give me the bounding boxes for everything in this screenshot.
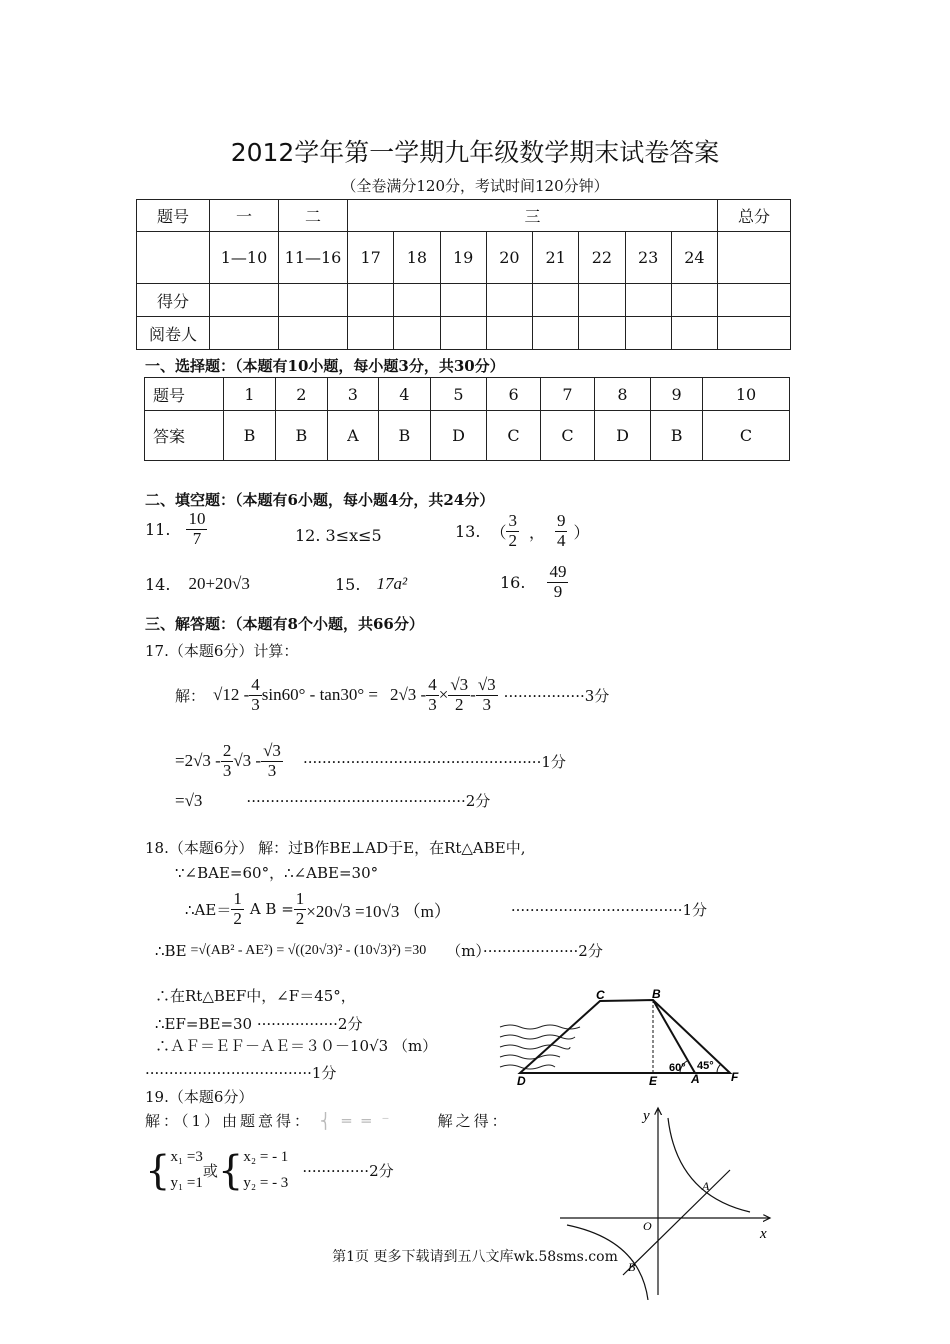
q19-title: 19.（本题6分） bbox=[145, 1088, 254, 1106]
expr: =√(AB² - AE²) = √((20√3)² - (10√3)²) =30 bbox=[190, 942, 427, 958]
system-1 bbox=[170, 1145, 202, 1196]
header-cell: 题号 bbox=[137, 200, 210, 232]
blank-cell bbox=[137, 232, 210, 284]
choice-answer: B bbox=[651, 411, 703, 461]
question-number-cell: 20 bbox=[486, 232, 532, 284]
expr: 2√3 - bbox=[389, 685, 427, 705]
row-label: 答案 bbox=[145, 411, 224, 461]
choice-number: 5 bbox=[430, 378, 486, 411]
q17-line3 bbox=[175, 790, 490, 811]
expr: √12 - bbox=[213, 685, 250, 705]
score-note: （m）····················2分 bbox=[446, 942, 603, 960]
fraction bbox=[261, 742, 283, 780]
denominator: 2 bbox=[295, 908, 305, 928]
operator: - bbox=[470, 685, 476, 705]
q19-solution bbox=[145, 1145, 394, 1196]
page-title: 2012学年第一学期九年级数学期末试卷答案 bbox=[230, 138, 720, 167]
answer-14 bbox=[145, 574, 250, 594]
header-cell: 一 bbox=[210, 200, 279, 232]
fraction bbox=[221, 742, 234, 780]
denominator: 2 bbox=[233, 908, 242, 928]
fraction bbox=[294, 890, 307, 928]
section3-heading: 三、解答题：（本题有8个小题，共66分） bbox=[145, 615, 424, 633]
brace: { bbox=[217, 1147, 244, 1194]
answer-16 bbox=[500, 563, 568, 601]
choice-number: 9 bbox=[651, 378, 703, 411]
choice-answer: B bbox=[224, 411, 276, 461]
choice-number: 10 bbox=[703, 378, 790, 411]
choice-answer: D bbox=[594, 411, 650, 461]
hyperbola-branch-1 bbox=[668, 1118, 750, 1212]
expr: ×20√3 =10√3 （m） bbox=[306, 901, 451, 921]
label-45: 45° bbox=[697, 1060, 714, 1072]
score-note: ··················································1分 bbox=[302, 752, 566, 771]
choice-answer: D bbox=[430, 411, 486, 461]
equation: x₁ =3 bbox=[170, 1149, 203, 1165]
denominator: 2 bbox=[508, 530, 517, 550]
choice-number: 1 bbox=[224, 378, 276, 411]
question-number-cell: 23 bbox=[625, 232, 671, 284]
numerator: √3 bbox=[450, 675, 469, 694]
choice-answer: A bbox=[327, 411, 378, 461]
fraction bbox=[186, 510, 207, 548]
header-cell: 二 bbox=[279, 200, 348, 232]
q17-line2 bbox=[175, 742, 566, 780]
question-range-cell: 11—16 bbox=[279, 232, 348, 284]
question-number-cell: 19 bbox=[440, 232, 486, 284]
page-subtitle: （全卷满分120分，考试时间120分钟） bbox=[341, 177, 609, 195]
fraction bbox=[231, 890, 244, 928]
label-c: C bbox=[596, 988, 605, 1002]
question-label: 15. bbox=[335, 574, 361, 594]
question-number-cell: 24 bbox=[671, 232, 717, 284]
blank-cell bbox=[718, 232, 791, 284]
numerator: 1 bbox=[295, 889, 305, 908]
system-2 bbox=[243, 1145, 288, 1196]
q19-line1 bbox=[145, 1110, 510, 1131]
numerator: 49 bbox=[549, 562, 567, 581]
label-o: O bbox=[643, 1219, 652, 1233]
brace: { bbox=[145, 1147, 171, 1194]
label-d: D bbox=[517, 1074, 526, 1088]
equation: y₂ = - 3 bbox=[243, 1174, 289, 1191]
equation: x₂ = - 1 bbox=[243, 1149, 289, 1165]
section2-heading: 二、填空题：（本题有6小题，每小题4分，共24分） bbox=[145, 491, 495, 509]
fraction bbox=[506, 512, 519, 550]
fraction bbox=[448, 676, 470, 714]
label-b: B bbox=[652, 987, 661, 1001]
expr: 解：（1）由题意得： bbox=[145, 1112, 313, 1130]
denominator: 3 bbox=[428, 694, 437, 714]
header-cell: 总分 bbox=[718, 200, 791, 232]
answer-15 bbox=[335, 574, 407, 594]
q18-line5: ∴EF=BE=30 ·················2分 bbox=[155, 1015, 363, 1033]
label-60: 60° bbox=[669, 1062, 686, 1074]
question-number-cell: 22 bbox=[579, 232, 625, 284]
choice-number: 4 bbox=[378, 378, 430, 411]
row-label: 得分 bbox=[137, 284, 210, 317]
fraction bbox=[249, 676, 262, 714]
label-a: A bbox=[691, 1072, 700, 1086]
q18-title: 18.（本题6分） 解：过B作BE⊥AD于E，在Rt△ABE中, bbox=[145, 839, 526, 857]
label-y: y bbox=[643, 1108, 650, 1124]
choice-answer: C bbox=[703, 411, 790, 461]
row-label: 阅卷人 bbox=[137, 317, 210, 350]
numerator: 1 bbox=[233, 889, 242, 908]
denominator: 2 bbox=[454, 694, 464, 714]
question-range-cell: 1—10 bbox=[210, 232, 279, 284]
denominator: 7 bbox=[192, 528, 202, 548]
label-f: F bbox=[731, 1070, 739, 1084]
denominator: 3 bbox=[222, 760, 232, 780]
fraction bbox=[426, 676, 439, 714]
question-number-cell: 21 bbox=[533, 232, 579, 284]
equation: y₁ =1 bbox=[170, 1174, 203, 1191]
denominator: 9 bbox=[553, 581, 563, 601]
answer-value: 17a² bbox=[376, 574, 408, 593]
hyperbola-figure bbox=[555, 1100, 785, 1300]
expr: =2√3 - bbox=[175, 751, 221, 771]
answer-value: 20+20√3 bbox=[188, 574, 250, 593]
question-label: 16. bbox=[500, 572, 526, 592]
numerator: 2 bbox=[222, 741, 232, 760]
fraction bbox=[476, 676, 498, 714]
row-label: 题号 bbox=[145, 378, 224, 411]
choice-number: 8 bbox=[594, 378, 650, 411]
choice-number: 3 bbox=[327, 378, 378, 411]
answer-13 bbox=[455, 512, 590, 550]
expr: ∴BE bbox=[155, 941, 187, 960]
denominator: 3 bbox=[251, 694, 260, 714]
numerator: 10 bbox=[188, 509, 206, 528]
paren: ） bbox=[573, 522, 590, 542]
numerator: 4 bbox=[428, 675, 437, 694]
operator: × bbox=[438, 685, 449, 705]
numerator: √3 bbox=[263, 741, 281, 760]
expr: sin60° - tan30° = bbox=[261, 685, 378, 705]
q18-line1: ∵∠BAE=60°，∴∠ABE=30° bbox=[175, 864, 379, 882]
denominator: 3 bbox=[267, 760, 277, 780]
angle-45-arc bbox=[717, 1064, 721, 1073]
denominator: 3 bbox=[482, 694, 491, 714]
q18-line7: ···································1分 bbox=[145, 1064, 337, 1082]
q18-line6: ∴ＡＦ＝ＥＦ－ＡＥ＝３０－10√3 （m） bbox=[155, 1037, 438, 1055]
comma: ， bbox=[528, 522, 545, 542]
q17-title: 17.（本题6分）计算： bbox=[145, 642, 299, 660]
score-note: ··············2分 bbox=[302, 1162, 394, 1180]
score-note: ··············································2分 bbox=[246, 792, 491, 810]
label-a: A bbox=[702, 1179, 710, 1193]
or-word: 或 bbox=[202, 1162, 218, 1180]
q18-line2 bbox=[185, 890, 707, 928]
fraction bbox=[555, 512, 568, 550]
answer-11 bbox=[145, 510, 207, 548]
trapezoid-figure bbox=[495, 985, 765, 1090]
choice-number: 7 bbox=[541, 378, 595, 411]
question-label: 13. bbox=[455, 521, 481, 541]
answer-12: 12. 3≤x≤5 bbox=[295, 526, 382, 545]
choice-answer: B bbox=[275, 411, 327, 461]
expr: 解之得： bbox=[437, 1112, 510, 1130]
label-x: x bbox=[760, 1226, 767, 1242]
numerator: √3 bbox=[477, 675, 496, 694]
q18-line3 bbox=[155, 940, 603, 961]
numerator: 3 bbox=[508, 511, 517, 530]
label-e: E bbox=[649, 1074, 658, 1088]
prefix: 解： bbox=[175, 686, 206, 705]
choice-answer: B bbox=[378, 411, 430, 461]
score-table bbox=[136, 199, 791, 350]
expr: ∴AE＝ bbox=[185, 900, 232, 919]
fraction bbox=[547, 563, 568, 601]
blurred-equation: ⎨ ═ ═ ⁻ bbox=[319, 1112, 393, 1130]
water-hatching bbox=[500, 1025, 580, 1069]
score-note: ·················3分 bbox=[503, 686, 610, 705]
choice-answer: C bbox=[487, 411, 541, 461]
numerator: 9 bbox=[556, 511, 566, 530]
question-label: 11. bbox=[145, 519, 171, 539]
question-label: 14. bbox=[145, 574, 171, 594]
page-footer: 第1页 更多下载请到五八文库wk.58sms.com bbox=[332, 1249, 618, 1265]
q18-line4: ∴在Rt△BEF中，∠F＝45°， bbox=[155, 987, 356, 1005]
choice-answer-table bbox=[144, 377, 790, 461]
section1-heading: 一、选择题：（本题有10小题，每小题3分，共30分） bbox=[145, 357, 505, 375]
paren: （ bbox=[490, 522, 507, 542]
question-number-cell: 18 bbox=[394, 232, 440, 284]
header-cell: 三 bbox=[348, 200, 718, 232]
q17-line1 bbox=[175, 676, 609, 714]
expr: A B = bbox=[249, 900, 294, 919]
choice-number: 2 bbox=[275, 378, 327, 411]
label-b: B bbox=[628, 1260, 636, 1274]
choice-answer: C bbox=[541, 411, 595, 461]
expr: =√3 bbox=[175, 790, 203, 810]
choice-number: 6 bbox=[487, 378, 541, 411]
numerator: 4 bbox=[251, 675, 260, 694]
denominator: 4 bbox=[556, 530, 566, 550]
score-note: ····································1分 bbox=[510, 900, 708, 919]
question-number-cell: 17 bbox=[348, 232, 394, 284]
expr: √3 - bbox=[233, 751, 262, 771]
